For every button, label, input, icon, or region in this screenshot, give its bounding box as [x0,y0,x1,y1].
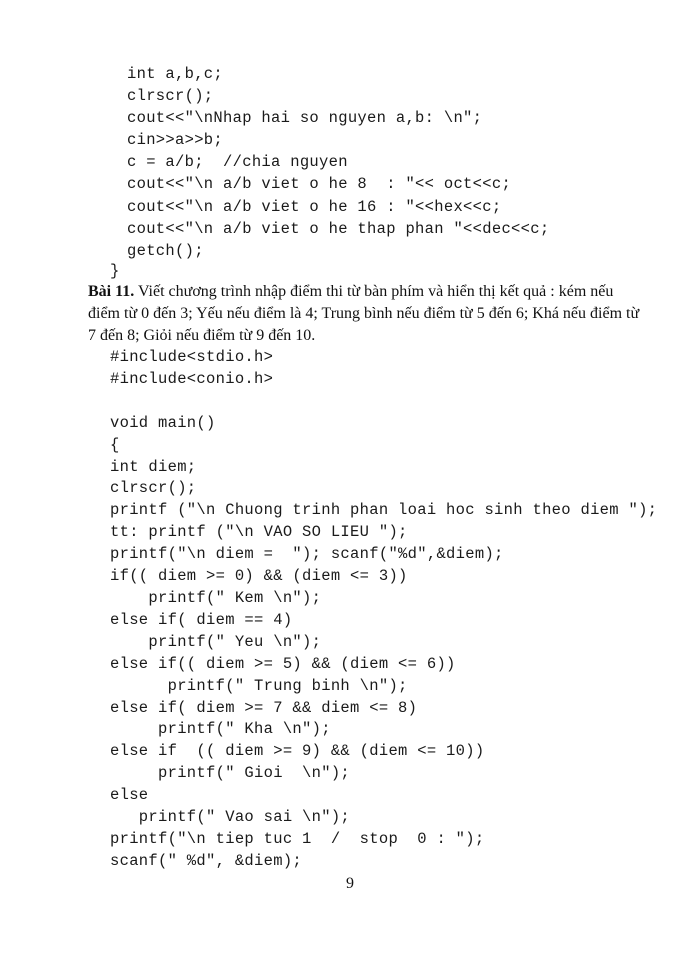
code-line: else [110,786,149,805]
exercise-label: Bài 11. [88,283,135,300]
code-line: clrscr(); [127,87,214,106]
code-line: #include<conio.h> [110,369,274,388]
code-line: printf(" Vao sai \n"); [110,808,351,827]
code-line: cin>>a>>b; [127,131,224,150]
code-line: cout<<"\nNhap hai so nguyen a,b: \n"; [127,109,483,128]
code-block-cout-example [127,63,549,262]
code-line: scanf(" %d", &diem); [110,851,303,870]
code-line: printf("\n tiep tuc 1 / stop 0 : "); [110,829,485,848]
exercise-text: Viết chương trình nhập điểm thi từ bàn phím và hiển thị kết quả : kém nếu điểm từ 0 đến 3; Yếu nếu điểm là 4; Trung bình nếu điểm từ 5 đến 6; Khá nếu điểm từ 7 đến 8; Giỏi nếu điểm từ 9 đến 10. [88,283,640,344]
code-line: void main() [110,413,216,432]
code-line: { [110,435,120,454]
code-line: else if( diem == 4) [110,610,293,629]
code-line: if(( diem >= 0) && (diem <= 3)) [110,567,408,586]
code-line: printf(" Kem \n"); [110,588,322,607]
code-block-grading-program [110,347,657,873]
code-line: printf(" Trung binh \n"); [110,676,408,695]
page-number: 9 [346,875,354,892]
code-line: getch(); [127,241,204,260]
code-line: int a,b,c; [127,65,224,83]
code-line: #include<stdio.h> [110,348,274,366]
exercise-statement [88,281,648,347]
code-line: printf ("\n Chuong trinh phan loai hoc sinh theo diem "); [110,501,658,520]
code-line: printf(" Gioi \n"); [110,764,351,783]
code-line: cout<<"\n a/b viet o he 16 : "<<hex<<c; [127,197,502,216]
code-line: cout<<"\n a/b viet o he thap phan "<<dec<<c; [127,219,550,238]
code-line: c = a/b; //chia nguyen [127,153,348,172]
code-line: tt: printf ("\n VAO SO LIEU "); [110,523,408,542]
closing-brace: } [110,262,120,280]
code-line: else if (( diem >= 9) && (diem <= 10)) [110,742,485,761]
code-line: clrscr(); [110,479,197,498]
code-line: printf(" Kha \n"); [110,720,331,739]
code-line: else if(( diem >= 5) && (diem <= 6)) [110,654,456,673]
code-line: cout<<"\n a/b viet o he 8 : "<< oct<<c; [127,175,512,194]
code-line: int diem; [110,457,197,476]
code-line: printf("\n diem = "); scanf("%d",&diem); [110,545,504,564]
code-line: else if( diem >= 7 && diem <= 8) [110,698,418,717]
code-line: printf(" Yeu \n"); [110,632,322,651]
